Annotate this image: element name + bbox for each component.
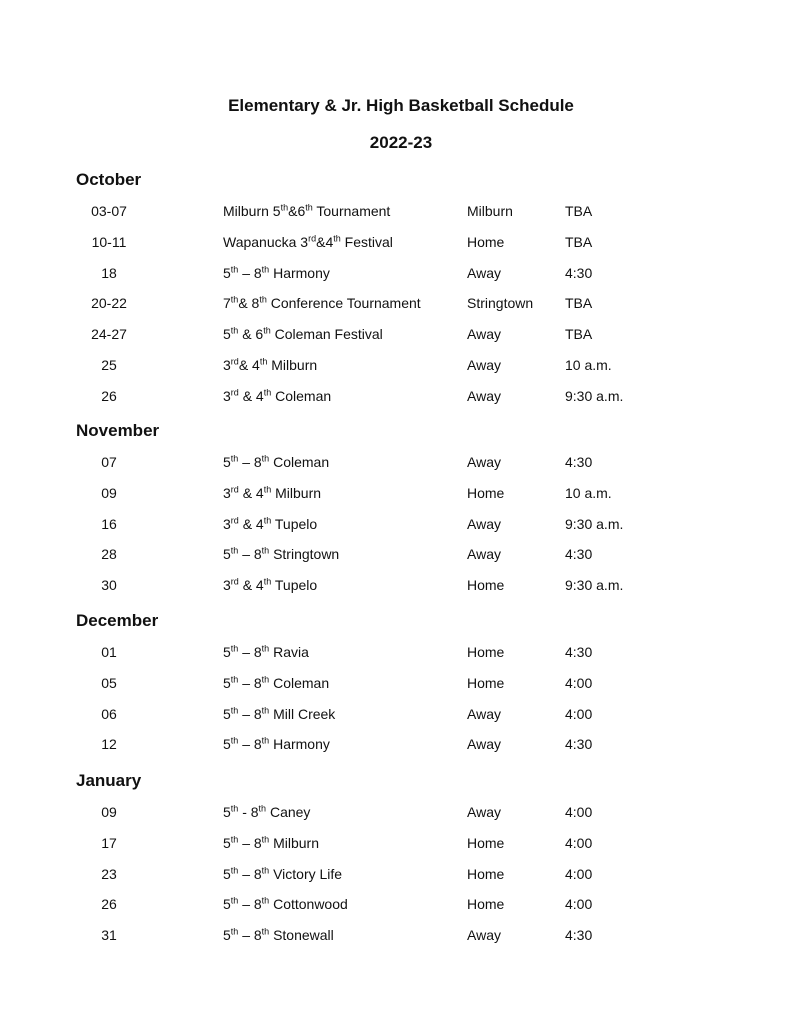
game-time: 9:30 a.m. bbox=[565, 516, 624, 532]
schedule-row bbox=[0, 644, 802, 666]
game-location: Home bbox=[467, 675, 505, 691]
game-date: 25 bbox=[101, 357, 117, 373]
game-time: 4:00 bbox=[565, 675, 593, 691]
game-time: 4:30 bbox=[565, 927, 593, 943]
game-date: 30 bbox=[101, 577, 117, 593]
game-location: Away bbox=[467, 546, 501, 562]
game-time: TBA bbox=[565, 295, 593, 311]
game-event: 5th – 8th Coleman bbox=[223, 674, 330, 691]
game-event: 5th – 8th Stonewall bbox=[223, 926, 334, 943]
game-date: 03-07 bbox=[91, 203, 127, 219]
game-location: Milburn bbox=[467, 203, 513, 219]
game-event: 5th – 8th Harmony bbox=[223, 735, 330, 752]
schedule-row bbox=[0, 203, 802, 225]
month-heading: December bbox=[76, 611, 159, 630]
schedule-row bbox=[0, 896, 802, 918]
game-event: 3rd& 4th Milburn bbox=[223, 356, 318, 373]
game-time: 4:30 bbox=[565, 736, 593, 752]
game-location: Away bbox=[467, 454, 501, 470]
game-location: Home bbox=[467, 896, 505, 912]
game-event: 3rd & 4th Milburn bbox=[223, 484, 322, 501]
game-time: 4:00 bbox=[565, 866, 593, 882]
game-location: Away bbox=[467, 736, 501, 752]
game-event: 5th – 8th Cottonwood bbox=[223, 895, 348, 912]
game-date: 16 bbox=[101, 516, 117, 532]
month-heading: October bbox=[76, 170, 142, 189]
schedule-row bbox=[0, 388, 802, 410]
game-event: 5th – 8th Mill Creek bbox=[223, 705, 336, 722]
game-date: 12 bbox=[101, 736, 117, 752]
game-location: Away bbox=[467, 265, 501, 281]
document-title: Elementary & Jr. High Basketball Schedule bbox=[228, 96, 574, 115]
game-location: Home bbox=[467, 835, 505, 851]
game-date: 26 bbox=[101, 896, 117, 912]
schedule-row bbox=[0, 265, 802, 287]
game-event: 5th – 8th Ravia bbox=[223, 643, 309, 660]
game-date: 17 bbox=[101, 835, 117, 851]
schedule-row bbox=[0, 835, 802, 857]
schedule-row bbox=[0, 485, 802, 507]
game-event: 5th - 8th Caney bbox=[223, 803, 311, 820]
game-date: 09 bbox=[101, 804, 117, 820]
game-location: Away bbox=[467, 706, 501, 722]
game-event: 5th & 6th Coleman Festival bbox=[223, 325, 383, 342]
game-event: 3rd & 4th Tupelo bbox=[223, 576, 318, 593]
game-event: 7th& 8th Conference Tournament bbox=[223, 294, 421, 311]
game-event: 5th – 8th Coleman bbox=[223, 453, 330, 470]
game-time: 9:30 a.m. bbox=[565, 577, 624, 593]
game-date: 06 bbox=[101, 706, 117, 722]
schedule-row bbox=[0, 866, 802, 888]
game-time: 4:00 bbox=[565, 835, 593, 851]
game-date: 20-22 bbox=[91, 295, 127, 311]
schedule-row bbox=[0, 804, 802, 826]
game-time: 4:30 bbox=[565, 265, 593, 281]
game-date: 24-27 bbox=[91, 326, 127, 342]
game-time: TBA bbox=[565, 203, 593, 219]
schedule-row bbox=[0, 326, 802, 348]
game-date: 01 bbox=[101, 644, 117, 660]
game-time: 9:30 a.m. bbox=[565, 388, 624, 404]
game-event: Wapanucka 3rd&4th Festival bbox=[223, 233, 393, 250]
game-date: 23 bbox=[101, 866, 117, 882]
game-time: 4:00 bbox=[565, 804, 593, 820]
game-time: TBA bbox=[565, 234, 593, 250]
game-location: Home bbox=[467, 866, 505, 882]
game-event: 5th – 8th Harmony bbox=[223, 264, 330, 281]
game-location: Home bbox=[467, 485, 505, 501]
schedule-row bbox=[0, 546, 802, 568]
schedule-row bbox=[0, 295, 802, 317]
game-time: 10 a.m. bbox=[565, 357, 612, 373]
game-location: Away bbox=[467, 388, 501, 404]
game-time: 4:00 bbox=[565, 896, 593, 912]
game-date: 07 bbox=[101, 454, 117, 470]
game-location: Home bbox=[467, 644, 505, 660]
game-location: Away bbox=[467, 516, 501, 532]
game-location: Away bbox=[467, 326, 501, 342]
game-date: 09 bbox=[101, 485, 117, 501]
schedule-row bbox=[0, 516, 802, 538]
game-location: Home bbox=[467, 234, 505, 250]
game-event: 5th – 8th Stringtown bbox=[223, 545, 340, 562]
game-event: 3rd & 4th Coleman bbox=[223, 387, 332, 404]
schedule-row bbox=[0, 675, 802, 697]
game-time: TBA bbox=[565, 326, 593, 342]
game-time: 10 a.m. bbox=[565, 485, 612, 501]
game-time: 4:00 bbox=[565, 706, 593, 722]
game-time: 4:30 bbox=[565, 454, 593, 470]
game-date: 26 bbox=[101, 388, 117, 404]
game-event: 5th – 8th Victory Life bbox=[223, 865, 343, 882]
game-event: 5th – 8th Milburn bbox=[223, 834, 319, 851]
schedule-row bbox=[0, 706, 802, 728]
game-date: 10-11 bbox=[91, 234, 127, 250]
month-heading: November bbox=[76, 421, 160, 440]
month-heading: January bbox=[76, 771, 142, 790]
schedule-row bbox=[0, 927, 802, 949]
game-time: 4:30 bbox=[565, 546, 593, 562]
season-label: 2022-23 bbox=[369, 133, 433, 152]
game-date: 31 bbox=[101, 927, 117, 943]
game-date: 28 bbox=[101, 546, 117, 562]
game-event: Milburn 5th&6th Tournament bbox=[223, 202, 391, 219]
schedule-row bbox=[0, 454, 802, 476]
game-location: Away bbox=[467, 927, 501, 943]
schedule-row bbox=[0, 577, 802, 599]
schedule-row bbox=[0, 234, 802, 256]
schedule-row bbox=[0, 357, 802, 379]
game-date: 05 bbox=[101, 675, 117, 691]
game-date: 18 bbox=[101, 265, 117, 281]
game-location: Stringtown bbox=[467, 295, 534, 311]
schedule-row bbox=[0, 736, 802, 758]
game-event: 3rd & 4th Tupelo bbox=[223, 515, 318, 532]
game-time: 4:30 bbox=[565, 644, 593, 660]
game-location: Home bbox=[467, 577, 505, 593]
game-location: Away bbox=[467, 804, 501, 820]
game-location: Away bbox=[467, 357, 501, 373]
